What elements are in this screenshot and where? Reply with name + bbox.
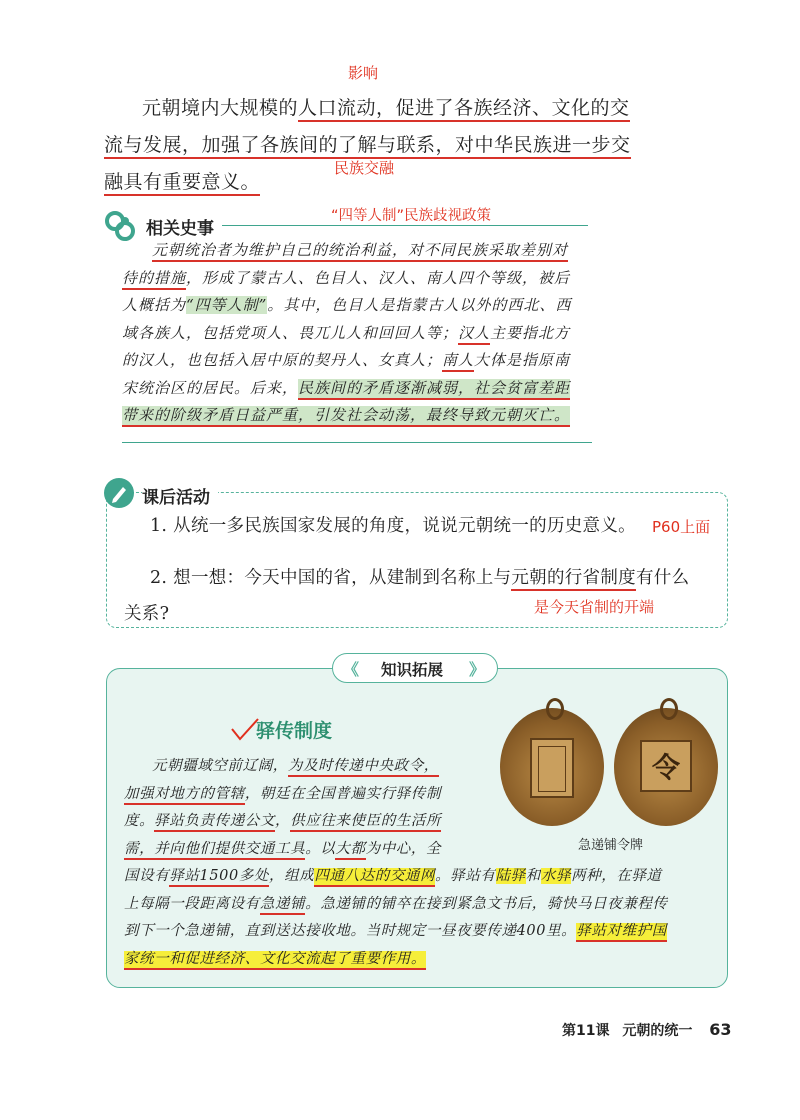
activity-question-1: 1. 从统一多民族国家发展的角度，说说元朝统一的历史意义。 xyxy=(150,516,636,536)
annotation-ethnic-fusion: 民族交融 xyxy=(334,159,395,177)
knowledge-heading: 知识拓展 xyxy=(381,661,444,679)
annotation-policy: “四等人制”民族歧视政策 xyxy=(331,208,492,224)
footer-lesson: 第11课 xyxy=(562,1023,610,1039)
footer xyxy=(562,1020,732,1040)
history-top-rule xyxy=(222,225,588,226)
chevron-left-icon: 《 xyxy=(343,660,360,679)
history-text: 元朝统治者为维护自己的统治利益，对不同民族采取差别对 待的措施，形成了蒙古人、色目人、汉人、南人四个等级，被后 人概括为“四等人制”。其中，色目人是指蒙古人以外的西北、西 域各族人，包括党项人、畏兀儿人和回回人等；汉人主要指北方 的汉人，也包括入居中原的契丹人、女真人；南人大体是指原南 宋统治区的居民。后来，民族间的矛盾逐渐减弱，社会贫富差距 带来的阶级矛盾日益严重，引发社会动荡，最终导致元朝灭亡。 xyxy=(122,237,592,430)
knowledge-tab xyxy=(332,653,498,683)
chevron-right-icon: 》 xyxy=(469,660,486,679)
knowledge-title: 驿传制度 xyxy=(256,720,333,742)
annotation-influence: 影响 xyxy=(348,64,379,82)
underline-province-system: 元朝的行省制度 xyxy=(511,568,636,591)
intro-paragraph: 元朝境内大规模的人口流动，促进了各族经济、文化的交 流与发展，加强了各族间的了解与联系，对中华民族进一步交 融具有重要意义。 xyxy=(104,90,724,201)
pen-icon xyxy=(104,478,134,508)
activity-question-2: 2. 想一想：今天中国的省，从建制到名称上与元朝的行省制度有什么 关系? xyxy=(124,568,690,624)
underline-population-flow: 人口流动 xyxy=(298,97,376,122)
annotation-p60: P60上面 xyxy=(652,518,711,536)
page-number: 63 xyxy=(709,1020,732,1039)
knowledge-text-full: 国设有驿站1500多处，组成四通八达的交通网。驿站有陆驿和水驿两种，在驿道 上每隔一段距离设有急递铺。急递铺的铺卒在接到紧急文书后，骑快马日夜兼程传 到下一个急递铺，直到送达接收地。当时规定一昼夜要传递400里。驿站对维护国 家统一和促进经济、文化交流起了重要作用。 xyxy=(124,863,724,973)
medal-left-image xyxy=(500,708,604,826)
annotation-province-origin: 是今天省制的开端 xyxy=(534,598,655,616)
medal-right-image: 令 xyxy=(614,708,718,826)
knowledge-text-left: 元朝疆域空前辽阔，为及时传递中央政令， 加强对地方的管辖，朝廷在全国普遍实行驿传制 度。驿站负责传递公文，供应往来使臣的生活所 需，并向他们提供交通工具。以大都为中心，全 xyxy=(124,753,474,863)
activity-heading: 课后活动 xyxy=(142,483,218,508)
history-heading: 相关史事 xyxy=(146,219,214,239)
history-bottom-rule xyxy=(122,442,592,443)
footer-title: 元朝的统一 xyxy=(622,1023,693,1039)
medal-caption: 急递铺令牌 xyxy=(578,838,644,853)
highlight-four-classes: “四等人制” xyxy=(186,296,268,314)
